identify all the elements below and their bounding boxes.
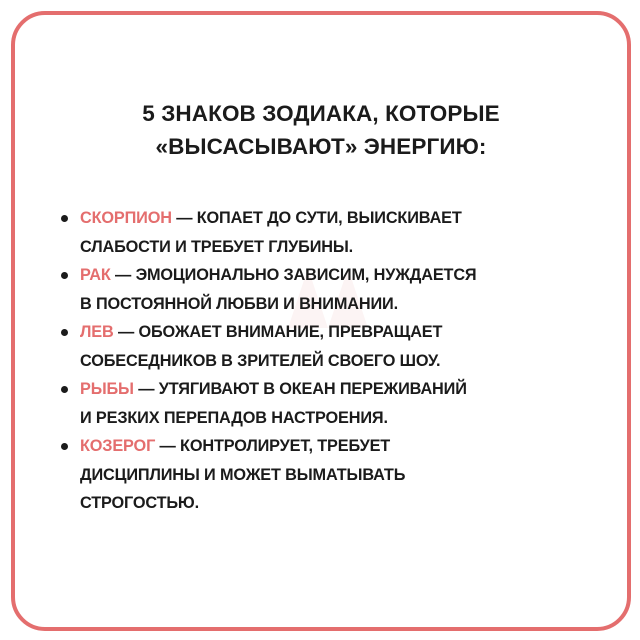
sign-name: КОЗЕРОГ	[80, 437, 156, 455]
bullet-icon	[61, 386, 68, 393]
item-text: — ЭМОЦИОНАЛЬНО ЗАВИСИМ, НУЖДАЕТСЯ	[110, 266, 477, 284]
item-line-2: В ПОСТОЯННОЙ ЛЮБВИ И ВНИМАНИИ.	[80, 294, 398, 313]
list-item-scorpio	[58, 204, 598, 261]
bullet-icon	[61, 329, 68, 336]
item-line-1	[80, 318, 598, 347]
sign-name: РАК	[80, 266, 111, 284]
item-text: — КОПАЕТ ДО СУТИ, ВЫИСКИВАЕТ	[171, 209, 462, 227]
sign-name: РЫБЫ	[80, 380, 134, 398]
sign-name: СКОРПИОН	[80, 209, 172, 227]
item-text: — КОНТРОЛИРУЕТ, ТРЕБУЕТ	[155, 437, 391, 455]
zodiac-list	[58, 204, 598, 518]
item-line-2: СЛАБОСТИ И ТРЕБУЕТ ГЛУБИНЫ.	[80, 237, 354, 256]
bullet-icon	[61, 272, 68, 279]
item-line-2: СОБЕСЕДНИКОВ В ЗРИТЕЛЕЙ СВОЕГО ШОУ.	[80, 351, 441, 370]
item-line-1	[80, 375, 598, 404]
list-item-capricorn	[58, 432, 598, 518]
page-title	[15, 97, 627, 163]
list-item-pisces	[58, 375, 598, 432]
title-line-2: «ВЫСАСЫВАЮТ» ЭНЕРГИЮ:	[155, 134, 487, 159]
bullet-icon	[61, 215, 68, 222]
bullet-icon	[61, 443, 68, 450]
item-line-3: СТРОГОСТЬЮ.	[80, 494, 199, 512]
item-line-1	[80, 204, 598, 233]
item-text: — УТЯГИВАЮТ В ОКЕАН ПЕРЕЖИВАНИЙ	[133, 380, 467, 398]
title-line-1: 5 ЗНАКОВ ЗОДИАКА, КОТОРЫЕ	[142, 101, 500, 126]
card-frame	[11, 11, 631, 631]
list-item-leo	[58, 318, 598, 375]
item-line-1	[80, 432, 598, 461]
item-text: — ОБОЖАЕТ ВНИМАНИЕ, ПРЕВРАЩАЕТ	[113, 323, 443, 341]
list-item-cancer	[58, 261, 598, 318]
item-line-1	[80, 261, 598, 290]
item-line-2: И РЕЗКИХ ПЕРЕПАДОВ НАСТРОЕНИЯ.	[80, 408, 388, 427]
sign-name: ЛЕВ	[80, 323, 114, 341]
item-line-2: ДИСЦИПЛИНЫ И МОЖЕТ ВЫМАТЫВАТЬ	[80, 465, 406, 484]
